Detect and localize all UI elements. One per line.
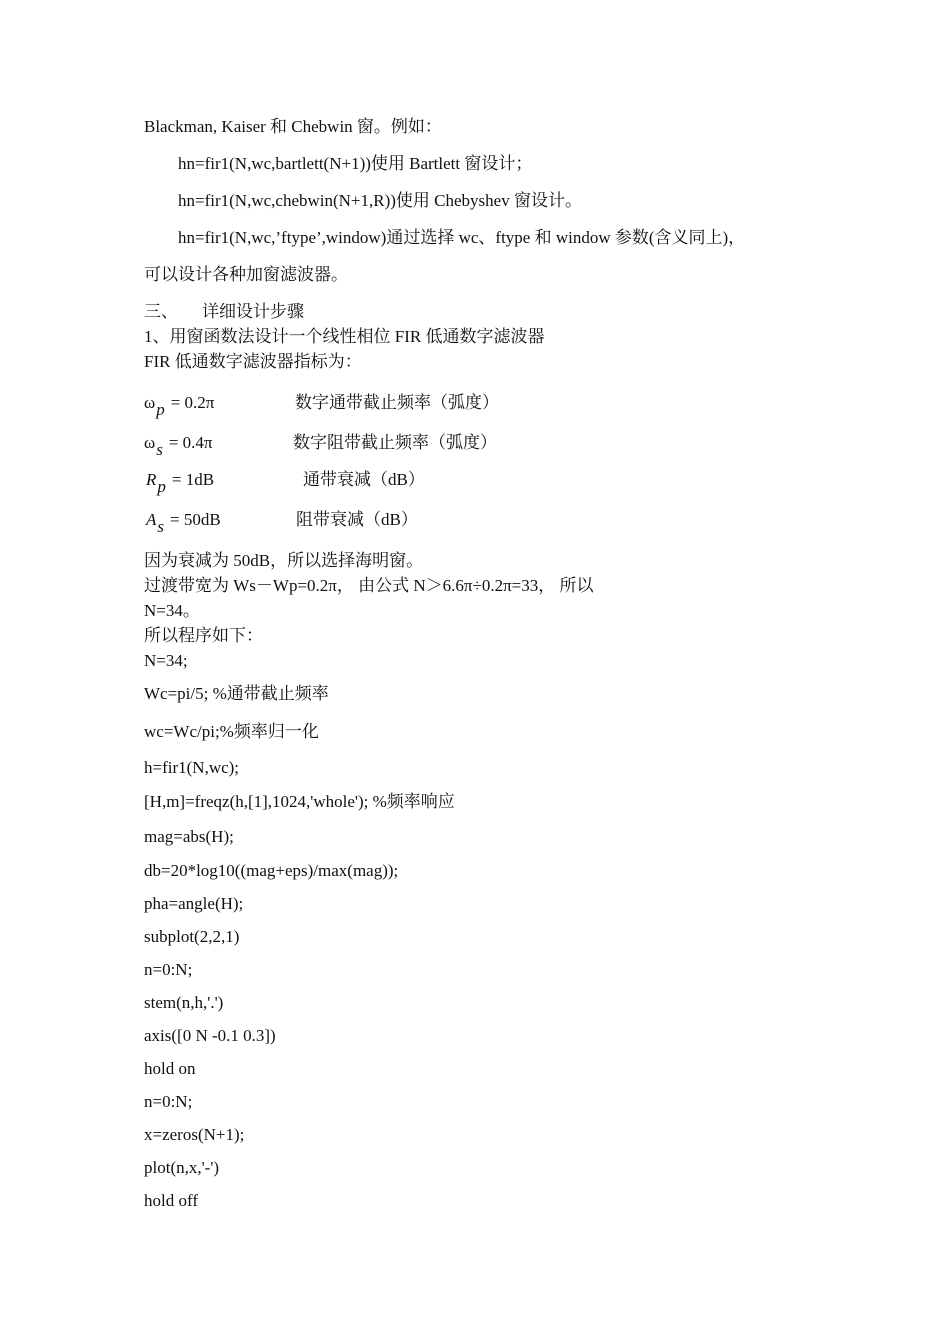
spec-as xyxy=(146,509,221,536)
code-line: h=fir1(N,wc); xyxy=(144,758,240,777)
code-line: N=34; xyxy=(144,651,188,670)
reasoning-line-2: 过渡带宽为 Ws－Wp=0.2π， 由公式 N＞6.6π÷0.2π=33， 所以 xyxy=(144,576,594,595)
spec-omega-s xyxy=(144,432,213,459)
code-line: n=0:N; xyxy=(144,1092,193,1111)
section-number: 三、 xyxy=(144,302,178,321)
spec-symbol: ω xyxy=(144,433,156,452)
spec-symbol: A xyxy=(146,510,157,529)
spec-desc-passband-atten: 通带衰减（dB） xyxy=(303,470,425,489)
code-line: wc=Wc/pi;%频率归一化 xyxy=(144,722,319,741)
spec-value: = 50dB xyxy=(170,510,221,529)
reasoning-line-3: N=34。 xyxy=(144,601,200,620)
code-line: x=zeros(N+1); xyxy=(144,1125,245,1144)
code-line: plot(n,x,'-') xyxy=(144,1158,220,1177)
code-line: db=20*log10((mag+eps)/max(mag)); xyxy=(144,861,399,880)
reasoning-line-1: 因为衰减为 50dB，所以选择海明窗。 xyxy=(144,551,424,570)
spec-subscript: s xyxy=(156,440,163,459)
spec-desc-passband-freq: 数字通带截止频率（弧度） xyxy=(295,393,499,412)
intro-line-5: 可以设计各种加窗滤波器。 xyxy=(144,265,348,284)
spec-omega-p xyxy=(144,392,215,419)
spec-subscript: p xyxy=(157,477,166,496)
code-line: Wc=pi/5; %通带截止频率 xyxy=(144,684,329,703)
spec-intro: FIR 低通数字滤波器指标为： xyxy=(144,352,362,371)
code-line: pha=angle(H); xyxy=(144,894,244,913)
code-line: n=0:N; xyxy=(144,960,193,979)
step-1-heading: 1、用窗函数法设计一个线性相位 FIR 低通数字滤波器 xyxy=(144,327,545,346)
spec-value: = 0.4π xyxy=(168,433,213,452)
reasoning-line-4: 所以程序如下： xyxy=(144,626,263,645)
spec-symbol: R xyxy=(146,470,157,489)
spec-symbol: ω xyxy=(144,393,156,412)
code-line: stem(n,h,'.') xyxy=(144,993,224,1012)
spec-rp xyxy=(146,469,215,496)
spec-subscript: s xyxy=(157,517,165,536)
intro-line-2: hn=fir1(N,wc,bartlett(N+1))使用 Bartlett 窗设计； xyxy=(178,154,533,173)
code-line: axis([0 N -0.1 0.3]) xyxy=(144,1026,276,1045)
section-title: 详细设计步骤 xyxy=(202,302,304,321)
spec-value: = 1dB xyxy=(171,470,215,489)
spec-subscript: p xyxy=(156,400,165,419)
code-line: hold on xyxy=(144,1059,196,1078)
spec-value: = 0.2π xyxy=(170,393,215,412)
code-line: [H,m]=freqz(h,[1],1024,'whole'); %频率响应 xyxy=(144,792,455,811)
code-line: mag=abs(H); xyxy=(144,827,234,846)
intro-line-3: hn=fir1(N,wc,chebwin(N+1,R))使用 Chebyshev 窗设计。 xyxy=(178,191,582,210)
code-line: hold off xyxy=(144,1191,198,1210)
intro-line-4: hn=fir1(N,wc,’ftype’,window)通过选择 wc、ftype 和 window 参数(含义同上)， xyxy=(178,228,746,247)
code-line: subplot(2,2,1) xyxy=(144,927,240,946)
intro-line-1: Blackman, Kaiser 和 Chebwin 窗。例如： xyxy=(144,117,442,136)
spec-desc-stopband-atten: 阻带衰减（dB） xyxy=(296,510,418,529)
spec-desc-stopband-freq: 数字阻带截止频率（弧度） xyxy=(293,433,497,452)
section-heading xyxy=(144,301,304,323)
